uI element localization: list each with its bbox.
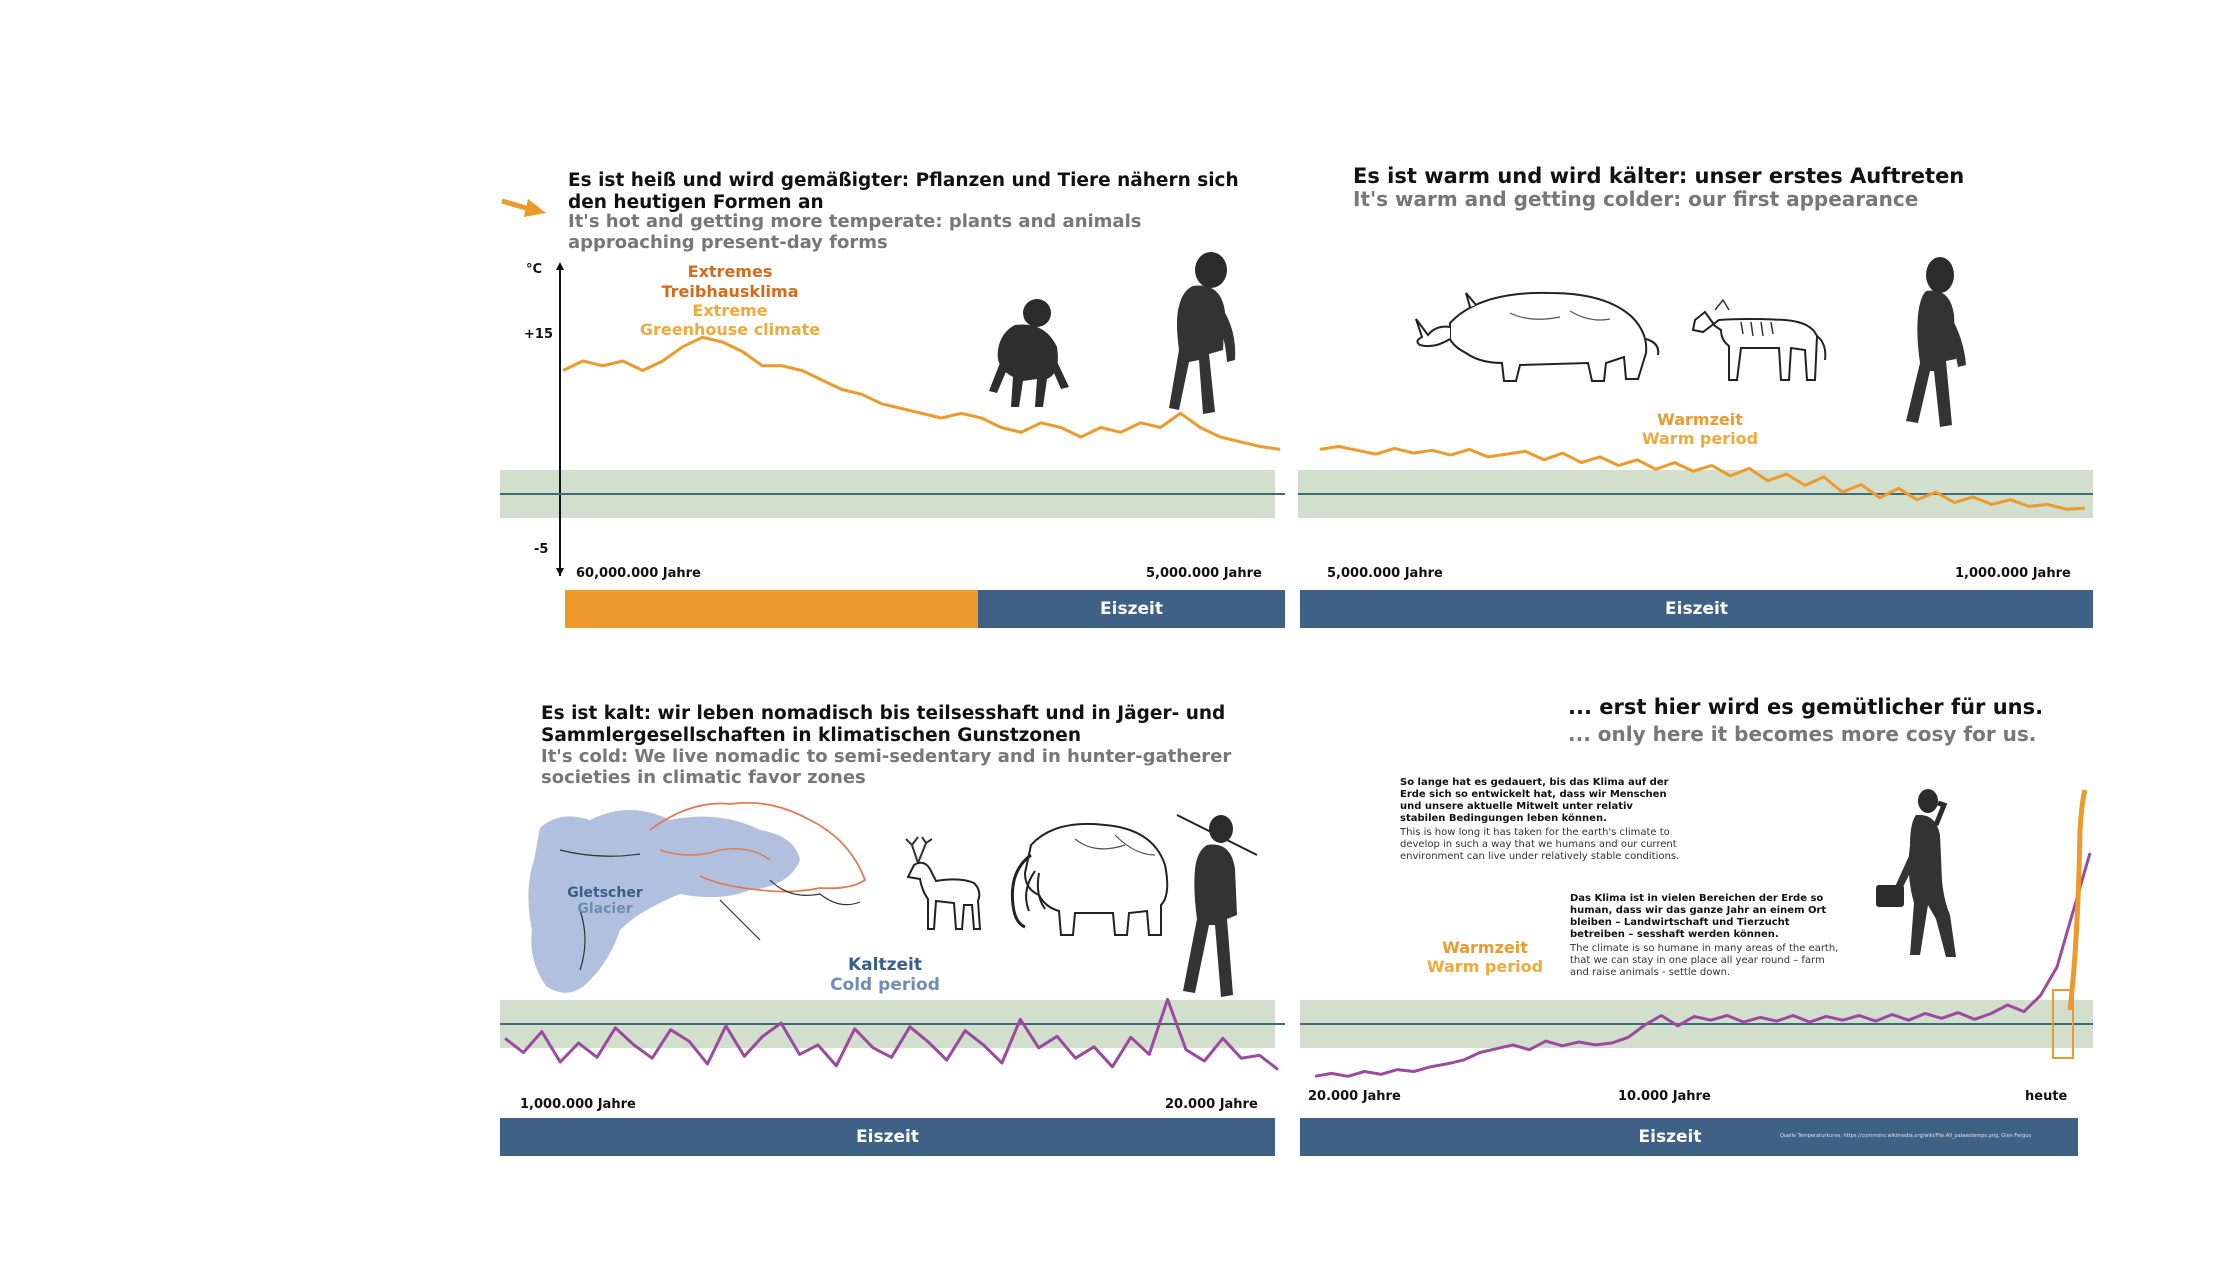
glacier-label-de: Gletscher	[567, 885, 643, 901]
p2-end-label: 1,000.000 Jahre	[1955, 566, 2071, 581]
era-label-en-1: Extreme	[692, 301, 768, 320]
panel2-title-en: It's warm and getting colder: our first appearance	[1353, 187, 1919, 211]
p4-mid-label: 10.000 Jahre	[1618, 1089, 1711, 1104]
p4-start-label: 20.000 Jahre	[1308, 1089, 1401, 1104]
p2-start-label: 5,000.000 Jahre	[1327, 566, 1443, 581]
panel3-title-de: Es ist kalt: wir leben nomadisch bis teilsesshaft und in Jäger- und Sammlergesellschaften in klimatischen Gunstzonen	[541, 703, 1226, 746]
y-tick-minus5: -5	[534, 542, 549, 557]
warm-period-en: Warm period	[1641, 429, 1759, 448]
curve-panel-2	[1320, 447, 2085, 510]
warm-period-en-2: Warm period	[1426, 957, 1544, 976]
panel4-title-de: ... erst hier wird es gemütlicher für uns.	[1568, 695, 2044, 719]
p3-end-label: 20.000 Jahre	[1165, 1097, 1258, 1112]
panel1-title-de: Es ist heiß und wird gemäßigter: Pflanzen und Tiere nähern sich den heutigen Formen an	[568, 170, 1239, 213]
era-label-de-1: Extremes	[687, 262, 773, 281]
ice-age-bar-3-label: Eiszeit	[856, 1127, 919, 1147]
warm-period-de: Warmzeit	[1657, 410, 1743, 429]
note2-de: Das Klima ist in vielen Bereichen der Erde so human, dass wir das ganze Jahr an einem Ort bleiben – Landwirtschaft und Tierzucht betreiben – sesshaft werden können.	[1570, 893, 1827, 940]
warm-period-de-2: Warmzeit	[1442, 938, 1528, 957]
panel3-title-en: It's cold: We live nomadic to semi-sedentary and in hunter-gatherer societies in climatic favor zones	[541, 746, 1232, 788]
ice-age-bar-2-label: Eiszeit	[1665, 599, 1728, 619]
note1-de: So lange hat es gedauert, bis das Klima auf der Erde sich so entwickelt hat, dass wir Menschen und unsere aktuelle Mitwelt unter relativ stabilen Bedingungen leben können.	[1400, 777, 1669, 824]
panel4-title-en: ... only here it becomes more cosy for us.	[1568, 722, 2037, 746]
curve-panel-4	[1315, 853, 2090, 1076]
p1-start-label: 60,000.000 Jahre	[576, 566, 701, 581]
glacier-label-en: Glacier	[577, 901, 633, 917]
era-label-en-2: Greenhouse climate	[639, 320, 821, 339]
note2-en: The climate is so humane in many areas of the earth, that we can stay in one place all year round – farm and raise animals - settle down.	[1570, 943, 1839, 978]
era-label-de-2: Treibhausklima	[661, 282, 799, 301]
today-spike	[2070, 790, 2085, 1010]
ice-age-bar-1-label: Eiszeit	[1100, 599, 1163, 619]
curve-panel-3	[505, 999, 1278, 1069]
p1-end-label: 5,000.000 Jahre	[1146, 566, 1262, 581]
ice-age-bar-4-label: Eiszeit	[1638, 1127, 1702, 1147]
note1-en: This is how long it has taken for the earth's climate to develop in such a way that we humans and our current environment can live under relatively stable conditions.	[1400, 827, 1680, 862]
y-tick-15: +15	[524, 327, 553, 342]
p3-start-label: 1,000.000 Jahre	[520, 1097, 636, 1112]
source-note: Quelle Temperaturkurve: https://commons.wikimedia.org/wiki/File:All_palaeotemps.png, Glen Fergus	[1780, 1133, 2031, 1139]
curve-panel-1	[563, 337, 1280, 449]
p4-end-label: heute	[2025, 1089, 2068, 1104]
y-unit: °C	[526, 262, 543, 277]
panel2-title-de: Es ist warm und wird kälter: unser erstes Auftreten	[1353, 164, 1965, 188]
cold-period-de: Kaltzeit	[848, 955, 922, 975]
panel1-title-en: It's hot and getting more temperate: plants and animals approaching present-day forms	[568, 211, 1142, 253]
cold-period-en: Cold period	[830, 975, 940, 995]
